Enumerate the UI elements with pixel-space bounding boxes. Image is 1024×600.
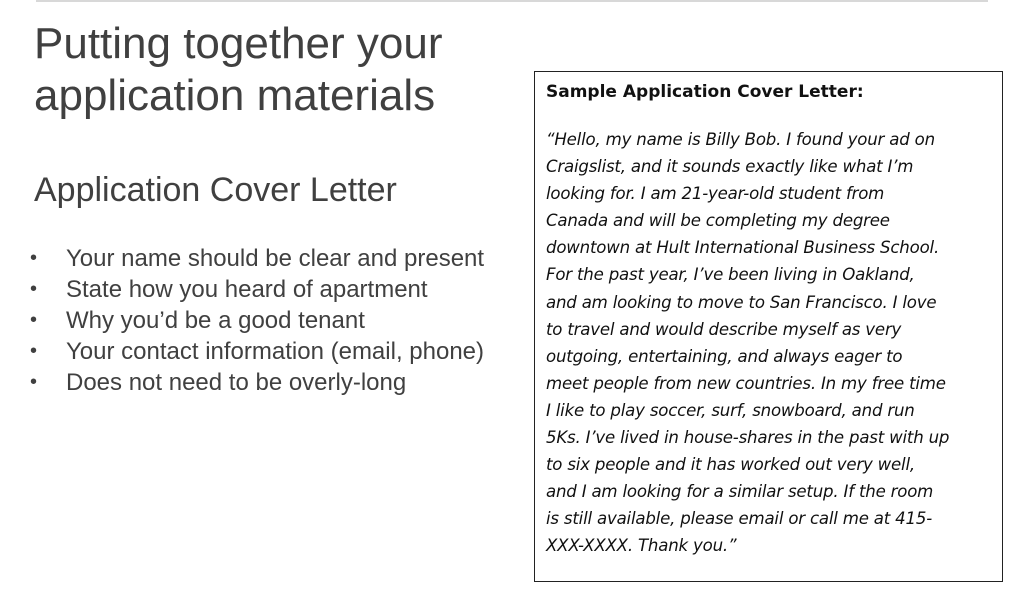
bullet-marker: • [30,247,38,269]
sample-letter-body [546,126,994,560]
bullet-item [30,367,530,398]
letter-line: 5Ks. I’ve lived in house-shares in the past with up [546,428,950,448]
sample-letter-heading: Sample Application Cover Letter: [546,82,864,102]
slide-title [34,18,534,122]
bullet-item [30,305,530,336]
bullet-marker: • [30,278,38,300]
sample-letter-box [534,71,1003,582]
letter-line: and am looking to move to San Francisco. I love [546,292,937,312]
bullet-text: Your contact information (email, phone) [66,338,485,365]
top-divider [36,0,988,2]
bullet-text: Does not need to be overly-long [66,369,407,396]
section-subtitle: Application Cover Letter [34,171,397,209]
letter-line: outgoing, entertaining, and always eager to [546,346,903,366]
letter-line: looking for. I am 21-year-old student from [546,184,885,204]
letter-line: to travel and would describe myself as very [546,319,902,339]
letter-line: downtown at Hult International Business School. [546,238,940,258]
letter-line: meet people from new countries. In my free time [546,373,946,393]
slide-title-line-2: application materials [34,71,436,120]
bullet-item [30,243,530,274]
letter-line: For the past year, I’ve been living in Oakland, [546,265,915,285]
letter-line: “Hello, my name is Billy Bob. I found your ad on [546,130,935,149]
bullet-text: Why you’d be a good tenant [66,307,365,334]
bullet-marker: • [30,340,38,362]
bullet-text: Your name should be clear and present [66,245,485,272]
slide-title-line-1: Putting together your [34,19,443,68]
bullet-marker: • [30,309,38,331]
letter-line: Craigslist, and it sounds exactly like what I’m [546,157,914,177]
letter-line: and I am looking for a similar setup. If the room [546,482,934,502]
bullet-item [30,336,530,367]
bullet-text: State how you heard of apartment [66,276,428,303]
bullet-list [30,243,530,398]
letter-line: I like to play soccer, surf, snowboard, and run [546,400,915,420]
letter-line: Canada and will be completing my degree [546,211,890,231]
letter-line: XXX-XXXX. Thank you.” [546,536,737,556]
letter-line: is still available, please email or call me at 415- [546,509,933,529]
bullet-marker: • [30,371,38,393]
bullet-item [30,274,530,305]
letter-line: to six people and it has worked out very well, [546,455,915,475]
